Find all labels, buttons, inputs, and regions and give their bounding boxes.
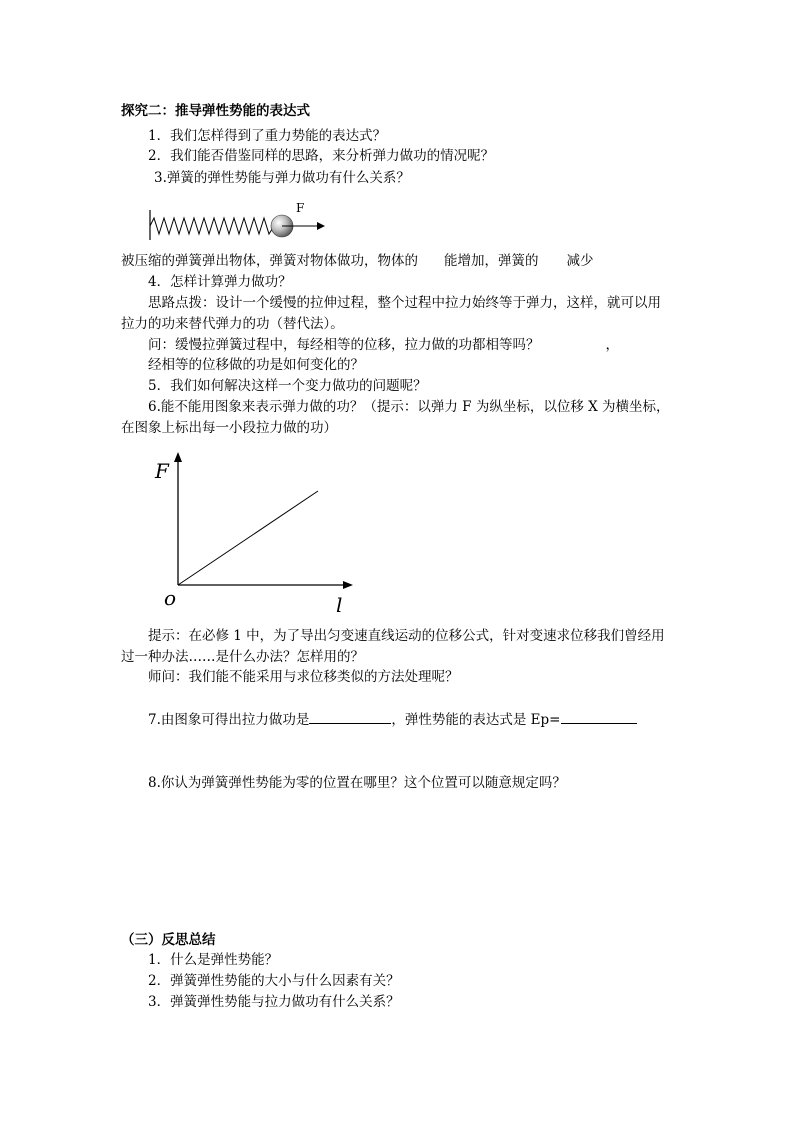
force-line (178, 491, 318, 585)
question-1: 1．我们怎样得到了重力势能的表达式？ (148, 128, 387, 144)
section3-title: （三）反思总结 (121, 932, 216, 948)
ask-line-1: 问：缓慢拉弹簧过程中，每经相等的位移，拉力做的功都相等吗？ ， (148, 337, 619, 353)
question-3: 3.弹簧的弹性势能与弹力做功有什么关系？ (154, 170, 410, 186)
sentence-part-a: 被压缩的弹簧弹出物体，弹簧对物体做功，物体的 (121, 253, 418, 269)
x-axis-label: l (336, 593, 343, 617)
question-7: 7.由图象可得出拉力做功是 ，弹性势能的表达式是 Ep= (148, 709, 637, 730)
y-axis-arrow (174, 452, 182, 462)
hint-line-2: 拉力的功来替代弹力的功（替代法）。 (121, 316, 344, 332)
origin-label: o (164, 586, 177, 610)
sentence-part-b: 能增加，弹簧的 (444, 253, 539, 269)
question-6-line-2: 在图象上标出每一小段拉力做的功） (121, 420, 337, 436)
question-2: 2．我们能否借鉴同样的思路，来分析弹力做功的情况呢？ (148, 148, 495, 164)
sentence-line (121, 251, 594, 271)
force-displacement-graph (150, 450, 370, 620)
sentence-part-c: 减少 (566, 253, 594, 269)
force-arrow-head (317, 222, 325, 230)
ep-blank (561, 709, 637, 724)
spring-diagram (145, 198, 345, 238)
y-axis-label: F (155, 459, 169, 483)
x-axis-arrow (343, 581, 353, 589)
force-label: F (296, 201, 305, 215)
hint-line-1: 思路点拨：设计一个缓慢的拉伸过程，整个过程中拉力始终等于弹力，这样，就可以用 (148, 295, 661, 311)
summary-question-3: 3．弹簧弹性势能与拉力做功有什么关系？ (148, 994, 400, 1010)
work-blank (309, 709, 391, 724)
question-5: 5．我们如何解决这样一个变力做功的问题呢？ (148, 378, 427, 394)
ask-line-2: 经相等的位移做的功是如何变化的？ (148, 357, 364, 373)
section2-title: 探究二：推导弹性势能的表达式 (121, 103, 310, 119)
teacher-ask: 师问：我们能不能采用与求位移类似的方法处理呢？ (148, 669, 459, 685)
spring-coil (150, 218, 274, 234)
summary-question-2: 2．弹簧弹性势能的大小与什么因素有关？ (148, 973, 400, 989)
question-8: 8.你认为弹簧弹性势能为零的位置在哪里？这个位置可以随意规定吗？ (148, 775, 566, 791)
tip-line-2: 过一种办法……是什么办法？怎样用的？ (121, 649, 364, 665)
question-6-line-1: 6.能不能用图象来表示弹力做的功？（提示：以弹力 F 为纵坐标，以位移 X 为横坐标， (148, 399, 670, 415)
summary-question-1: 1．什么是弹性势能？ (148, 952, 279, 968)
tip-line-1: 提示：在必修 1 中，为了导出匀变速直线运动的位移公式，针对变速求位移我们曾经用 (148, 628, 665, 644)
question-4: 4．怎样计算弹力做功？ (148, 274, 292, 290)
